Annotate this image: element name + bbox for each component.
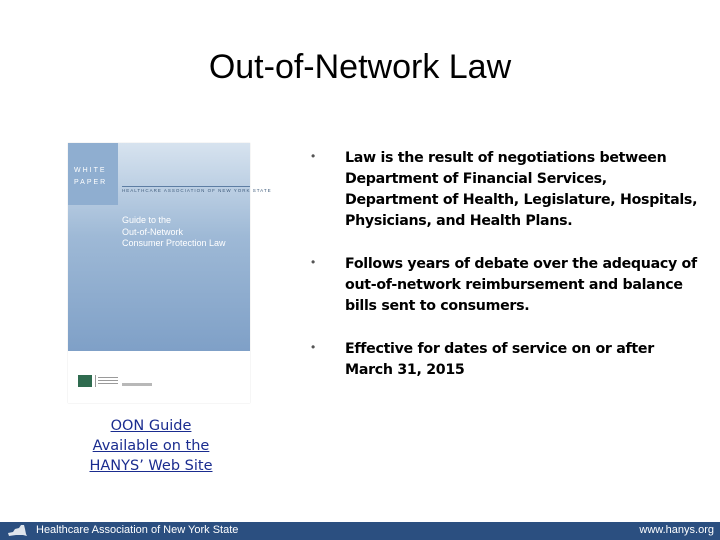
bullet-dot-icon: • — [311, 149, 316, 163]
cover-date-mark — [122, 383, 152, 386]
bullet-text: Follows years of debate over the adequacy of out-of-network reimbursement and balance bills sent to consumers. — [345, 256, 697, 314]
bullet-item — [308, 254, 703, 317]
footer-bar — [0, 522, 720, 540]
oon-guide-link-line[interactable]: Available on the — [92, 438, 210, 454]
cover-label-paper: PAPER — [74, 179, 108, 186]
cover-guide-title — [122, 215, 246, 250]
bullet-dot-icon: • — [311, 255, 316, 269]
oon-guide-link-line[interactable]: OON Guide — [110, 418, 192, 434]
bullet-list — [308, 148, 703, 403]
bullet-item — [308, 148, 703, 232]
bullet-text: Effective for dates of service on or after March 31, 2015 — [345, 341, 654, 378]
cover-guide-line: Out-of-Network — [122, 226, 184, 237]
cover-label-block — [68, 143, 118, 205]
slide-title: Out-of-Network Law — [208, 48, 512, 86]
bullet-text: Law is the result of negotiations between Department of Financial Services, Department of Health, Legislature, Hospitals, Physicians, and Health Plans. — [345, 150, 698, 229]
cover-logo-icon — [78, 375, 92, 387]
cover-guide-line: Guide to the — [122, 215, 172, 225]
cover-organization: HEALTHCARE ASSOCIATION OF NEW YORK STATE — [122, 188, 272, 193]
bullet-item — [308, 339, 703, 381]
new-york-state-map-icon — [6, 523, 28, 539]
white-paper-cover-image — [68, 143, 272, 403]
cover-label-white: WHITE — [74, 167, 107, 174]
cover-logo-wordmark — [95, 375, 122, 387]
oon-guide-link[interactable] — [70, 416, 232, 476]
cover-guide-line: Consumer Protection Law — [122, 238, 226, 248]
footer-organization: Healthcare Association of New York State — [36, 524, 239, 536]
oon-guide-link-line[interactable]: HANYS’ Web Site — [89, 458, 213, 474]
footer-website-link[interactable]: www.hanys.org — [639, 524, 714, 536]
bullet-dot-icon: • — [311, 340, 316, 354]
